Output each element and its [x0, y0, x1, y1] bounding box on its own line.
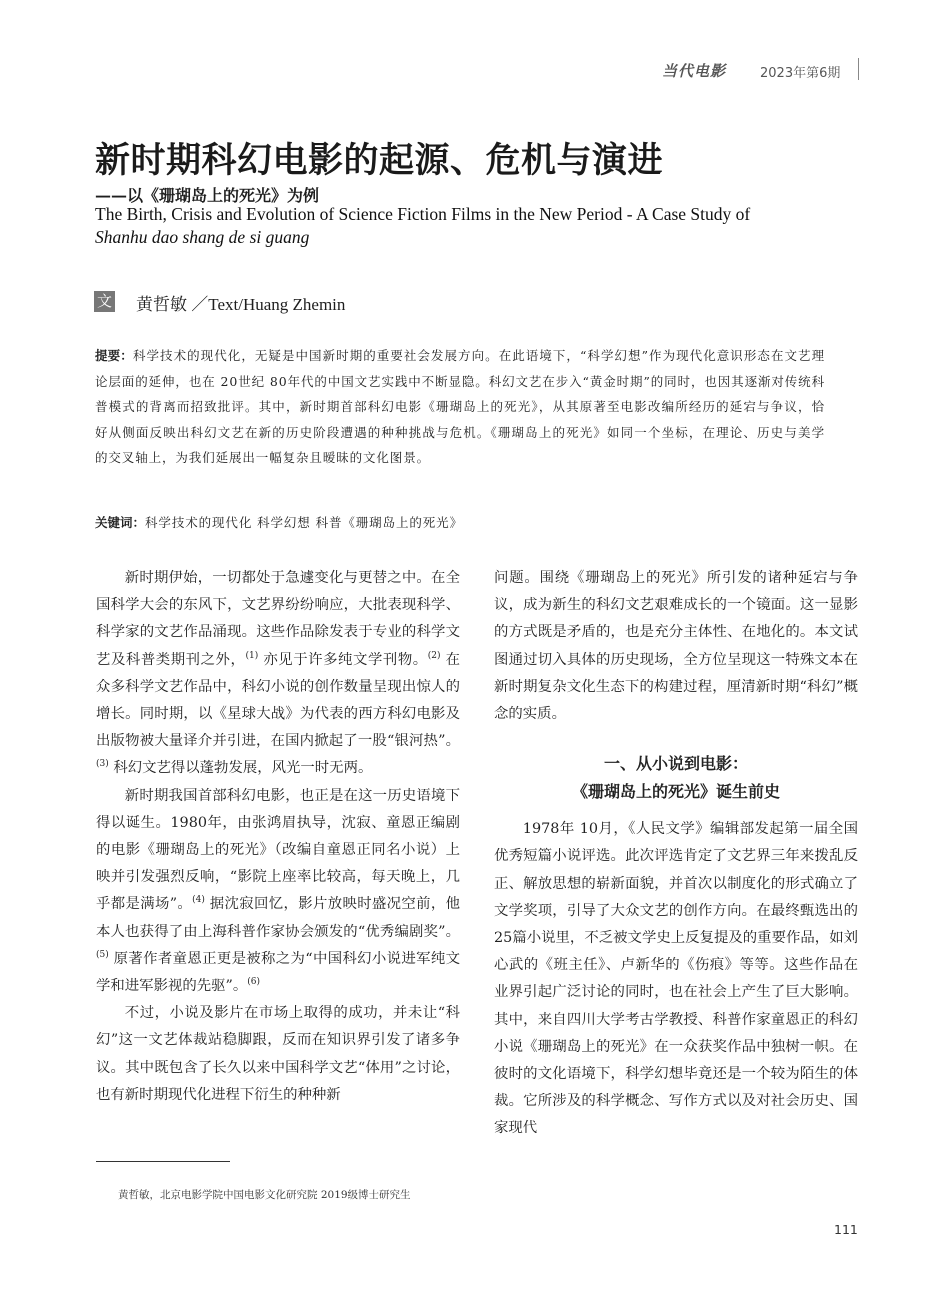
paragraph: 不过，小说及影片在市场上取得的成功，并未让“科幻”这一文艺体裁站稳脚跟，反而在知识界引发了诸多争议。其中既包含了长久以来中国科学文艺“体用”之讨论，也有新时期现代化进程下衍生的种种新	[96, 1005, 460, 1103]
footnote-ref: (6)	[247, 977, 261, 988]
article-subtitle: ——以《珊瑚岛上的死光》为例	[95, 186, 320, 205]
keywords-text: 科学技术的现代化 科学幻想 科普《珊瑚岛上的死光》	[145, 515, 463, 530]
author-line: 黄哲敏 ／Text/Huang Zhemin	[136, 295, 346, 314]
keywords-label: 关键词：	[95, 515, 146, 530]
paragraph: 新时期我国首部科幻电影，也正是在这一历史语境下得以诞生。1980年，由张鸿眉执导，沈寂、童恩正编剧的电影《珊瑚岛上的死光》（改编自童恩正同名小说）上映并引发强烈反响，“影院上座率比较高，每天晚上，几乎都是满场”。$^{(4)}$ 据沈寂回忆，影片放映时盛况空前，他本人也获得了由上海科普作家协会颁发的“优秀编剧奖”。$^{(5)}$ 原著作者童恩正更是被称之为“中国科幻小说进军纯文学和进军影视的先驱”。$^{(6)}$	[96, 787, 461, 995]
author-badge: 文	[94, 291, 115, 312]
keywords	[95, 510, 825, 535]
journal-name: 当代电影	[662, 62, 727, 80]
footnote-ref: (3)	[96, 759, 109, 770]
issue-label: 2023年第6期	[760, 66, 841, 81]
paragraph: 新时期伊始，一切都处于急遽变化与更替之中。在全国科学大会的东风下，文艺界纷纷响应，大批表现科学、科学家的文艺作品涌现。这些作品除发表于专业的科学文艺及科普类期刊之外，$^{(1)}$ 亦见于许多纯文学刊物。$^{(2)}$ 在众多科学文艺作品中，科幻小说的创作数量呈现出惊人的增长。同时期，以《星球大战》为代表的西方科幻电影及出版物被大量译介并引进，在国内掀起了一股“银河热”。$^{(3)}$ 科幻文艺得以蓬勃发展，风光一时无两。	[96, 570, 461, 777]
section-heading-line1: 一、从小说到电影：	[603, 754, 748, 774]
abstract-label: 提要：	[95, 348, 133, 363]
footnote-divider	[96, 1161, 230, 1162]
body-column-left	[96, 565, 460, 1109]
section-heading	[494, 750, 858, 806]
abstract	[95, 343, 825, 471]
footnote-ref: (2)	[427, 650, 441, 661]
article-title: 新时期科幻电影的起源、危机与演进	[95, 140, 664, 181]
footnote-ref: (4)	[192, 895, 205, 906]
section-heading-line2: 《珊瑚岛上的死光》诞生前史	[571, 782, 780, 802]
abstract-text: 科学技术的现代化，无疑是中国新时期的重要社会发展方向。在此语境下，“科学幻想”作为现代化意识形态在文艺理论层面的延伸，也在 20世纪 80年代的中国文艺实践中不断显隐。科幻文艺在步入“黄金时期”的同时，也因其逐渐对传统科普模式的背离而招致批评。其中，新时期首部科幻电影《珊瑚岛上的死光》，从其原著至电影改编所经历的延宕与争议，恰好从侧面反映出科幻文艺在新的历史阶段遭遇的种种挑战与危机。《珊瑚岛上的死光》如同一个坐标，在理论、历史与美学的交叉轴上，为我们延展出一幅复杂且暧昧的文化图景。	[95, 348, 825, 465]
footnote-ref: (1)	[245, 650, 259, 661]
body-column-right	[494, 565, 858, 1143]
author-footnote: 黄哲敏，北京电影学院中国电影文化研究院 2019级博士研究生	[118, 1189, 411, 1201]
paragraph: 问题。围绕《珊瑚岛上的死光》所引发的诸种延宕与争议，成为新生的科幻文艺艰难成长的一个镜面。这一显影的方式既是矛盾的，也是充分主体性、在地化的。本文试图通过切入具体的历史现场，全方位呈现这一特殊文本在新时期复杂文化生态下的构建过程，厘清新时期“科幻”概念的实质。	[494, 570, 858, 723]
footnote-ref: (5)	[96, 950, 109, 961]
header-divider	[858, 58, 859, 80]
english-title	[95, 203, 885, 249]
paragraph: 1978年 10月，《人民文学》编辑部发起第一届全国优秀短篇小说评选。此次评选肯定了文艺界三年来拨乱反正、解放思想的崭新面貌，并首次以制度化的形式确立了文学奖项，引导了大众文艺的创作方向。在最终甄选出的 25篇小说里，不乏被文学史上反复提及的重要作品，如刘心武的《班主任》、卢新华的《伤痕》等等。这些作品在业界引起广泛讨论的同时，也在社会上产生了巨大影响。其中，来自四川大学考古学教授、科普作家童恩正的科幻小说《珊瑚岛上的死光》在一众获奖作品中独树一帜。在彼时的文化语境下，科学幻想毕竟还是一个较为陌生的体裁。它所涉及的科学概念、写作方式以及对社会历史、国家现代	[494, 821, 858, 1137]
page-number: 111	[834, 1222, 858, 1237]
english-title-main: The Birth, Crisis and Evolution of Science Fiction Films in the New Period - A Case Study of	[95, 204, 751, 224]
english-title-italic: Shanhu dao shang de si guang	[95, 227, 310, 247]
